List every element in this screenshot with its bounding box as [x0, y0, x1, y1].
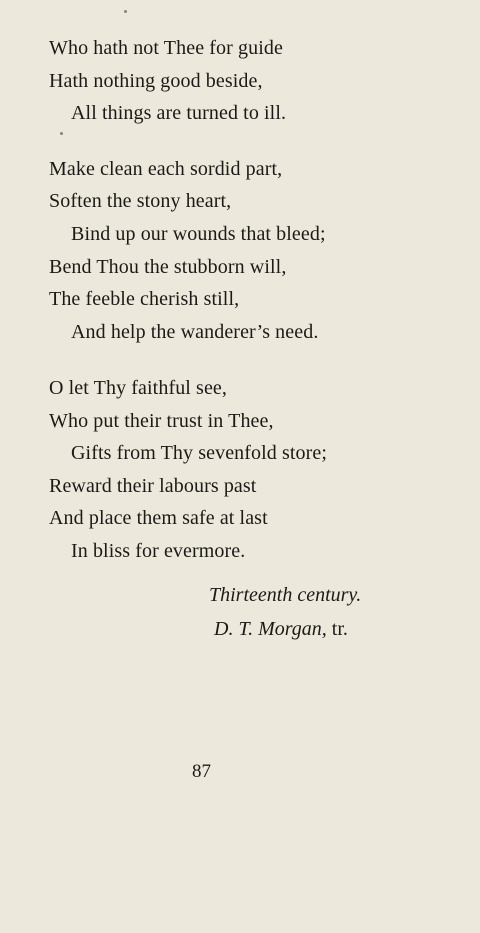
poem-line: Who hath not Thee for guide — [49, 37, 283, 59]
poem-line: In bliss for evermore. — [71, 540, 246, 562]
poem-line: The feeble cherish still, — [49, 288, 240, 310]
poem-line: Gifts from Thy sevenfold store; — [71, 442, 328, 464]
scan-speck — [60, 132, 63, 135]
poem-line: Soften the stony heart, — [49, 190, 232, 212]
poem-line: O let Thy faithful see, — [49, 377, 227, 399]
poem-line: Reward their labours past — [49, 475, 257, 497]
page-number: 87 — [192, 761, 211, 782]
poem-line: All things are turned to ill. — [71, 102, 287, 124]
poem-line: Hath nothing good beside, — [49, 70, 263, 92]
translator-name: D. T. Morgan, — [214, 618, 327, 640]
poem-line: Bind up our wounds that bleed; — [71, 223, 326, 245]
poem-line: And help the wanderer’s need. — [71, 321, 319, 343]
poem-line: And place them safe at last — [49, 507, 268, 529]
poem-line: Who put their trust in Thee, — [49, 410, 274, 432]
scan-speck — [124, 10, 127, 13]
poem-line: Bend Thou the stubborn will, — [49, 256, 287, 278]
poem-line: Make clean each sordid part, — [49, 158, 283, 180]
attribution-translator — [214, 617, 348, 641]
attribution-date: Thirteenth century. — [209, 584, 362, 606]
translator-suffix: tr. — [326, 618, 348, 640]
